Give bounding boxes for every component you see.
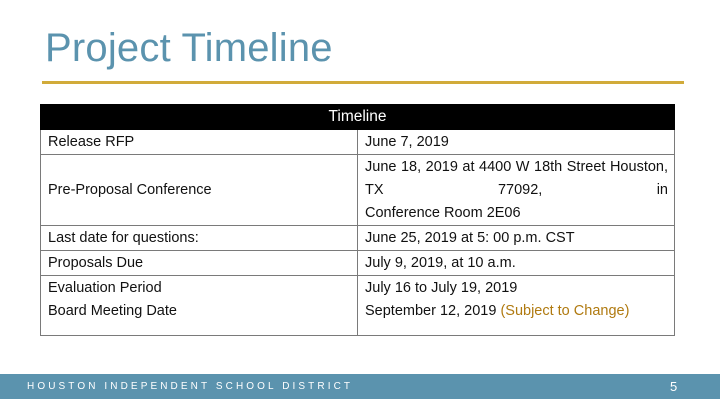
row-value (358, 155, 675, 226)
row-value (358, 276, 675, 336)
row-label: Last date for questions: (41, 226, 358, 251)
row-value: June 25, 2019 at 5: 00 p.m. CST (358, 226, 675, 251)
board-date-text: September 12, 2019 (365, 303, 501, 319)
row-value-line: June 18, 2019 at 4400 W 18th Street Houston, TX 77092, in (365, 159, 668, 198)
page-title: Project Timeline (45, 26, 333, 70)
row-label-line: Board Meeting Date (48, 303, 177, 319)
row-label: Release RFP (41, 130, 358, 155)
table-row (41, 276, 675, 336)
table-row (41, 226, 675, 251)
row-value-line: Conference Room 2E06 (365, 205, 521, 221)
row-value-line: July 16 to July 19, 2019 (365, 280, 518, 296)
row-label-line: Evaluation Period (48, 280, 162, 296)
row-value: July 9, 2019, at 10 a.m. (358, 251, 675, 276)
footer-organization: HOUSTON INDEPENDENT SCHOOL DISTRICT (27, 381, 354, 392)
page-number: 5 (670, 379, 678, 394)
row-value-line (365, 300, 668, 323)
footer-bar (0, 374, 720, 399)
table-header-row (41, 105, 675, 130)
row-value: June 7, 2019 (358, 130, 675, 155)
table-row (41, 155, 675, 226)
subject-to-change-note: (Subject to Change) (500, 303, 630, 319)
row-label (41, 276, 358, 336)
row-label: Pre-Proposal Conference (41, 155, 358, 226)
title-divider (42, 81, 684, 84)
timeline-table (40, 104, 675, 336)
row-label: Proposals Due (41, 251, 358, 276)
table-row (41, 130, 675, 155)
table-row (41, 251, 675, 276)
table-header: Timeline (41, 105, 675, 130)
